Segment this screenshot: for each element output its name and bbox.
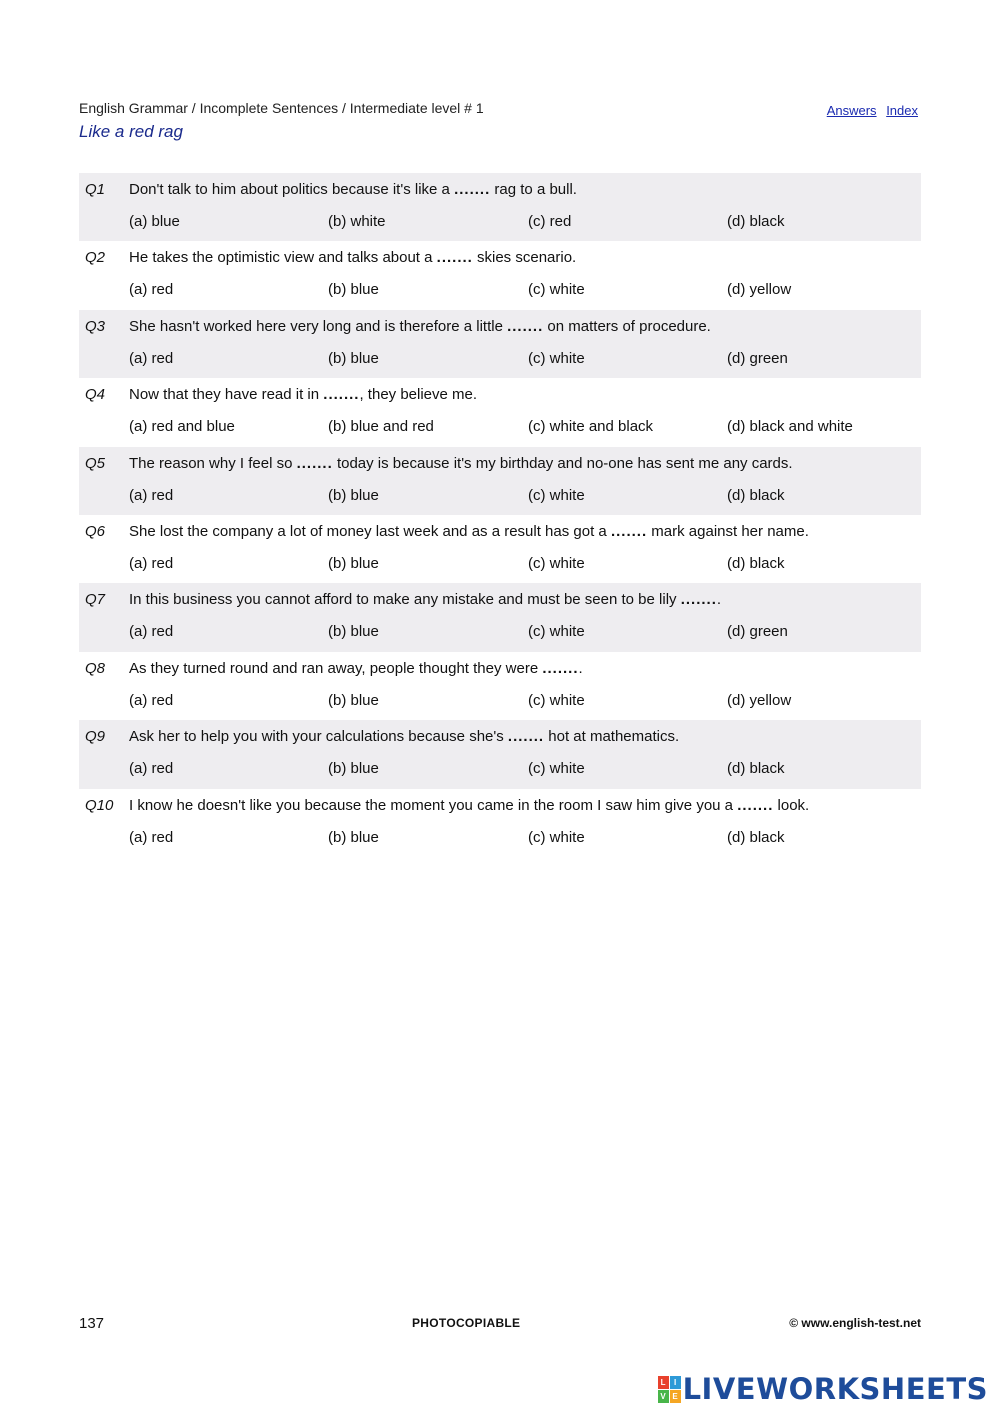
question-text-before: I know he doesn't like you because the moment you came in the room I saw him give you a (129, 796, 738, 814)
option-d[interactable]: (d) black (727, 213, 785, 230)
question-text (129, 523, 809, 540)
page-title: Like a red rag (79, 122, 183, 141)
option-d[interactable]: (d) black and white (727, 418, 853, 436)
option-b[interactable]: (b) blue (328, 691, 379, 709)
option-a[interactable]: (a) red (129, 623, 174, 641)
question-number: Q10 (85, 796, 114, 814)
copyright-notice: © www.english-test.net (789, 1316, 921, 1330)
question-number: Q7 (85, 591, 106, 609)
question-blank: ....... (436, 249, 473, 267)
option-b[interactable]: (b) blue (328, 623, 379, 641)
question-blank: ....... (542, 659, 579, 677)
option-b[interactable]: (b) white (328, 213, 386, 230)
question-text (129, 455, 793, 472)
liveworksheets-icon (658, 1376, 680, 1402)
option-a[interactable]: (a) red (129, 349, 174, 367)
question-text-before: In this business you cannot afford to make any mistake and must be seen to be lily (129, 591, 681, 609)
option-c[interactable]: (c) white (528, 691, 585, 709)
option-a[interactable]: (a) red (129, 760, 174, 778)
question-blank: ....... (737, 796, 774, 814)
index-link[interactable]: Index (886, 103, 918, 118)
question-text (129, 181, 577, 198)
question-text-after: look. (773, 796, 810, 814)
option-d[interactable]: (d) black (727, 828, 785, 846)
option-d[interactable]: (d) yellow (727, 691, 792, 709)
question-text (129, 591, 721, 608)
option-b[interactable]: (b) blue (328, 760, 379, 778)
option-d[interactable]: (d) green (727, 349, 788, 367)
question-number: Q8 (85, 659, 106, 677)
option-b[interactable]: (b) blue (328, 554, 379, 572)
header-links (821, 103, 918, 118)
question-text-before: Now that they have read it in (129, 386, 324, 404)
option-b[interactable]: (b) blue (328, 828, 379, 846)
question-text-before: Don't talk to him about politics because it's like a (129, 181, 455, 198)
question-text-before: She lost the company a lot of money last week and as a result has got a (129, 522, 611, 540)
question-text-before: He takes the optimistic view and talks about a (129, 249, 437, 267)
option-a[interactable]: (a) red (129, 486, 174, 504)
logo-tile: E (670, 1390, 681, 1403)
option-b[interactable]: (b) blue (328, 281, 379, 299)
logo-tile: L (658, 1376, 669, 1389)
option-d[interactable]: (d) green (727, 623, 788, 641)
question-number: Q5 (85, 454, 106, 472)
question-list (79, 173, 921, 857)
question-text-before: Ask her to help you with your calculations because she's (129, 728, 508, 746)
question-item (79, 652, 921, 720)
question-blank: ....... (680, 591, 717, 609)
option-b[interactable]: (b) blue and red (328, 418, 434, 436)
option-c[interactable]: (c) white (528, 623, 585, 641)
question-blank: ....... (507, 728, 545, 746)
question-number: Q2 (85, 249, 106, 267)
question-text-after: on matters of procedure. (543, 317, 711, 335)
option-d[interactable]: (d) black (727, 554, 785, 572)
question-item (79, 789, 921, 857)
question-item (79, 310, 921, 378)
question-text (129, 660, 583, 677)
question-text-before: As they turned round and ran away, people thought they were (129, 659, 543, 677)
question-blank: ....... (454, 181, 491, 198)
photocopiable-label: PHOTOCOPIABLE (412, 1316, 521, 1330)
breadcrumb: English Grammar / Incomplete Sentences / Intermediate level # 1 (79, 100, 484, 116)
question-text-after: hot at mathematics. (544, 728, 680, 746)
question-text-after: rag to a bull. (490, 181, 577, 198)
question-blank: ....... (507, 317, 544, 335)
logo-tile: I (670, 1376, 681, 1389)
option-a[interactable]: (a) red and blue (129, 418, 235, 436)
question-item (79, 720, 921, 788)
question-text-after: today is because it's my birthday and no-one has sent me any cards. (332, 454, 793, 472)
question-text-after: . (578, 659, 583, 677)
question-text (129, 386, 477, 403)
option-a[interactable]: (a) red (129, 691, 174, 709)
liveworksheets-wordmark: LIVEWORKSHEETS (682, 1372, 988, 1406)
question-item (79, 378, 921, 446)
question-text-after: , they believe me. (359, 386, 478, 404)
question-number: Q3 (85, 317, 106, 335)
option-c[interactable]: (c) white (528, 554, 585, 572)
question-text (129, 318, 711, 335)
option-a[interactable]: (a) red (129, 281, 174, 299)
option-c[interactable]: (c) red (528, 213, 572, 230)
question-blank: ....... (323, 386, 360, 404)
question-blank: ....... (610, 522, 648, 540)
option-c[interactable]: (c) white (528, 760, 585, 778)
answers-link[interactable]: Answers (826, 103, 877, 118)
option-c[interactable]: (c) white (528, 828, 585, 846)
question-number: Q6 (85, 522, 106, 540)
logo-tile: V (658, 1390, 669, 1403)
option-d[interactable]: (d) yellow (727, 281, 792, 299)
question-number: Q4 (85, 386, 106, 404)
option-c[interactable]: (c) white (528, 486, 585, 504)
question-text (129, 249, 576, 266)
question-text (129, 728, 679, 745)
question-item (79, 447, 921, 515)
question-number: Q9 (85, 728, 106, 746)
question-item (79, 583, 921, 651)
question-text (129, 797, 809, 814)
question-text-after: skies scenario. (472, 249, 577, 267)
option-d[interactable]: (d) black (727, 486, 785, 504)
option-b[interactable]: (b) blue (328, 349, 379, 367)
option-b[interactable]: (b) blue (328, 486, 379, 504)
question-text-after: mark against her name. (647, 522, 809, 540)
question-blank: ....... (296, 454, 333, 472)
question-text-before: The reason why I feel so (129, 454, 297, 472)
option-c[interactable]: (c) white and black (528, 418, 654, 436)
question-text-before: She hasn't worked here very long and is therefore a little (129, 317, 508, 335)
option-c[interactable]: (c) white (528, 349, 585, 367)
question-number: Q1 (85, 181, 106, 198)
option-c[interactable]: (c) white (528, 281, 585, 299)
question-item (79, 173, 921, 241)
option-a[interactable]: (a) red (129, 554, 174, 572)
question-item (79, 241, 921, 309)
option-a[interactable]: (a) blue (129, 213, 180, 230)
option-d[interactable]: (d) black (727, 760, 785, 778)
option-a[interactable]: (a) red (129, 828, 174, 846)
liveworksheets-logo (658, 1372, 988, 1406)
question-item (79, 515, 921, 583)
page-number: 137 (79, 1315, 105, 1332)
question-text-after: . (716, 591, 722, 609)
